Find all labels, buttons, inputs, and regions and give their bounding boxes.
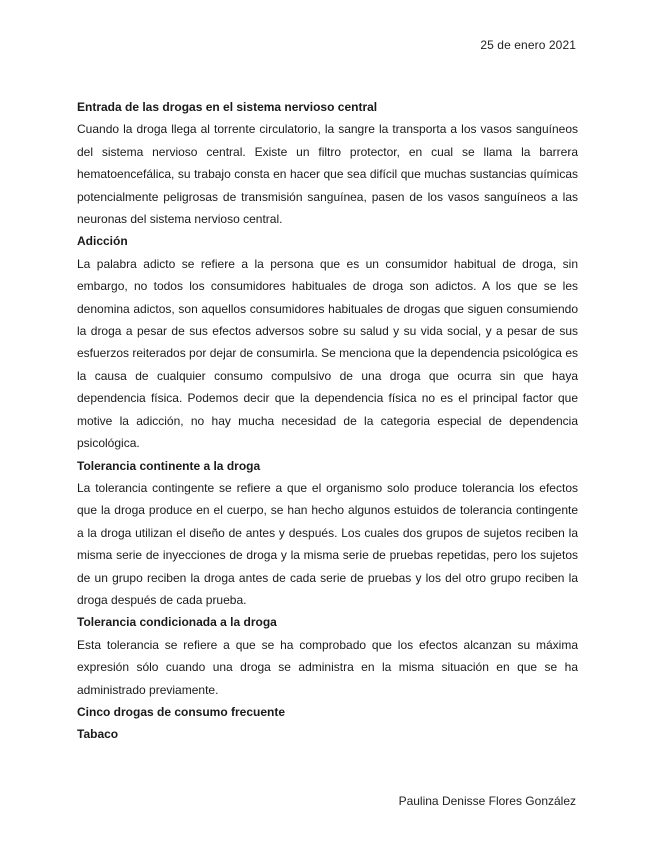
section-heading-contingent-tolerance: Tolerancia continente a la droga <box>77 458 261 473</box>
section-heading-five-drugs: Cinco drogas de consumo frecuente <box>77 704 286 719</box>
document-author: Paulina Denisse Flores González <box>398 794 576 808</box>
section-heading-drug-entry: Entrada de las drogas en el sistema nervioso central <box>77 100 378 114</box>
document-date: 25 de enero 2021 <box>480 38 576 52</box>
section-paragraph-drug-entry: Cuando la droga llega al torrente circulatorio, la sangre la transporta a los vasos sanguíneos del sistema nervioso central. Existe un filtro protector, en cual se llama la barrera hematoencefálica, su trabajo consta en hacer que sea difícil que muchas sustancias químicas potencialmente peligrosas de transmisión sanguínea, pasen de los vasos sanguíneos a las neuronas del sistema nervioso central. <box>77 122 578 227</box>
section-heading-tobacco: Tabaco <box>77 727 119 742</box>
section-heading-conditioned-tolerance: Tolerancia condicionada a la droga <box>77 615 277 630</box>
section-paragraph-contingent-tolerance: La tolerancia contingente se refiere a que el organismo solo produce tolerancia los efectos que la droga produce en el cuerpo, se han hecho algunos estuidos de tolerancia contingente a la droga utilizan el diseño de antes y después. Los cuales dos grupos de sujetos reciben la misma serie de inyecciones de droga y la misma serie de pruebas repetidas, pero los sujetos de un grupo reciben la droga antes de cada serie de pruebas y los del otro grupo reciben la droga después de cada prueba. <box>77 480 578 607</box>
section-paragraph-conditioned-tolerance: Esta tolerancia se refiere a que se ha comprobado que los efectos alcanzan su máxima expresión sólo cuando una droga se administra en la misma situación en que se ha administrado previamente. <box>77 637 578 697</box>
section-heading-addiction: Adicción <box>77 234 128 249</box>
document-body <box>77 96 578 746</box>
section-paragraph-addiction: La palabra adicto se refiere a la persona que es un consumidor habitual de droga, sin embargo, no todos los consumidores habituales de droga son adictos. A los que se les denomina adictos, son aquellos consumidores habituales de drogas que siguen consumiendo la droga a pesar de sus efectos adversos sobre su salud y su vida social, y a pesar de sus esfuerzos reiterados por dejar de consumirla. Se menciona que la dependencia psicológica es la causa de cualquier consumo compulsivo de una droga que ocurra sin que haya dependencia física. Podemos decir que la dependencia física no es el principal factor que motive la adicción, no hay mucha necesidad de la categoria especial de dependencia psicológica. <box>77 256 578 451</box>
